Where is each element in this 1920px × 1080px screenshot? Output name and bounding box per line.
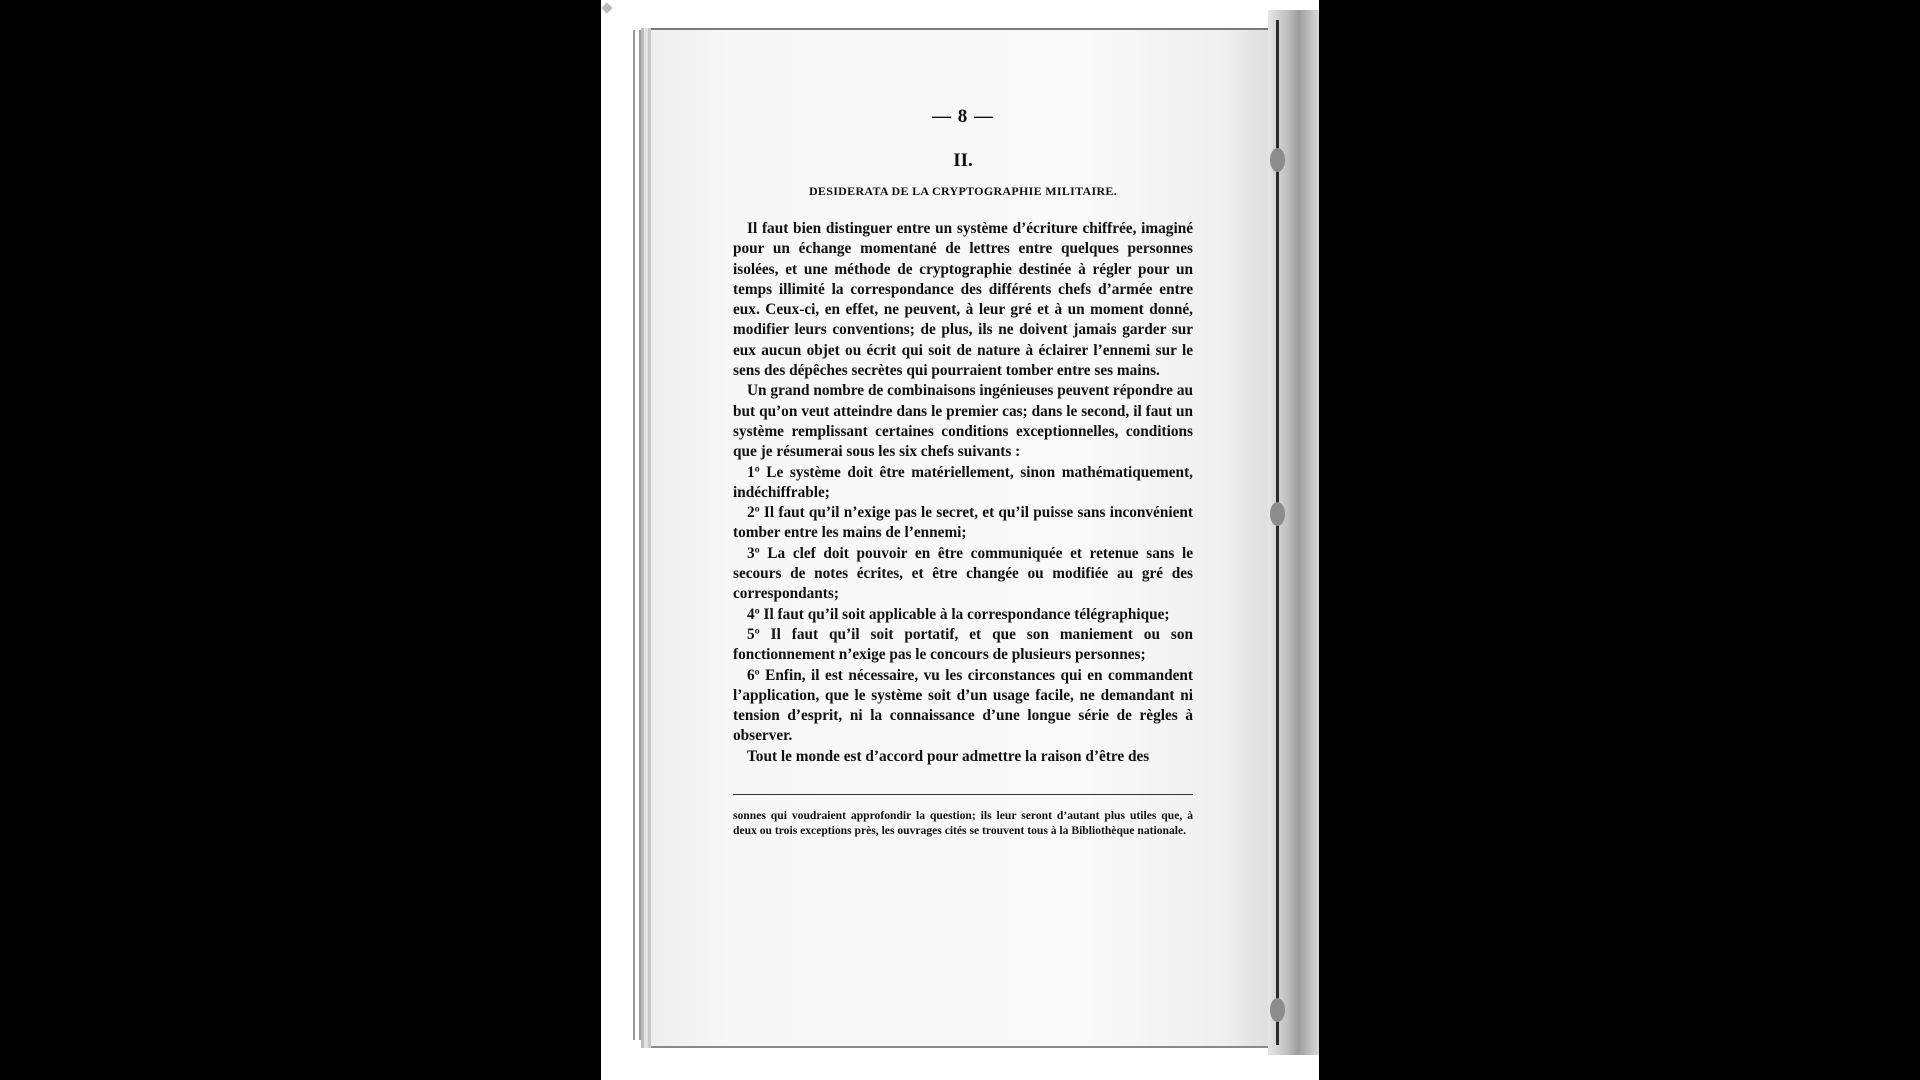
section-number: II. xyxy=(953,150,973,171)
list-item: 3º La clef doit pouvoir en être communiquée et retenue sans le secours de notes écrites, et être changée ou modifiée au gré des correspondants; xyxy=(733,544,1193,603)
list-item: 1º Le système doit être matériellement, sinon mathématiquement, indéchiffrable; xyxy=(733,463,1193,501)
page-text-block xyxy=(733,106,1193,838)
list-item: 6º Enfin, il est nécessaire, vu les circonstances qui en commandent l’application, que le système soit d’un usage facile, ne demandant ni tension d’esprit, ni la connaissance d’une longue série de règles à observer. xyxy=(733,666,1193,745)
binding-tack xyxy=(1270,998,1285,1022)
footnote: sonnes qui voudraient approfondir la question; ils leur seront d’autant plus utiles que, à deux ou trois exceptions près, les ouvrages cités se trouvent tous à la Bibliothèque nationale. xyxy=(733,809,1193,837)
binding-edge xyxy=(1276,20,1279,1045)
section-title: DESIDERATA DE LA CRYPTOGRAPHIE MILITAIRE. xyxy=(808,184,1118,198)
page-stack-edge xyxy=(639,30,641,1040)
binding-tack xyxy=(1270,148,1285,172)
paragraph: Un grand nombre de combinaisons ingénieuses peuvent répondre au but qu’on veut atteindre dans le premier cas; dans le second, il faut un système remplissant certaines conditions exceptionnelles, conditions que je résumerai sous les six chefs suivants : xyxy=(733,382,1193,461)
paragraph: Tout le monde est d’accord pour admettre la raison d’être des xyxy=(747,747,1150,765)
page-stack-edge xyxy=(633,30,635,1040)
binding-tack xyxy=(1270,502,1285,526)
page-number: — 8 — xyxy=(932,106,994,127)
footnote-rule xyxy=(733,794,1193,795)
list-item: 4º Il faut qu’il soit applicable à la correspondance télégraphique; xyxy=(747,605,1170,623)
list-item: 2º Il faut qu’il n’exige pas le secret, et qu’il puisse sans inconvénient tomber entre les mains de l’ennemi; xyxy=(733,504,1193,542)
list-item: 5º Il faut qu’il soit portatif, et que son maniement ou son fonctionnement n’exige pas le concours de plusieurs personnes; xyxy=(733,625,1193,664)
page-stack-edge xyxy=(645,30,647,1040)
paragraph: Il faut bien distinguer entre un système d’écriture chiffrée, imaginé pour un échange momentané de lettres entre quelques personnes isolées, et une méthode de cryptographie destinée à régler pour un temps illimité la correspondance des différents chefs d’armée entre eux. Ceux-ci, en effet, ne peuvent, à leur gré et à un moment donné, modifier leurs conventions; de plus, ils ne doivent jamais garder sur eux aucun objet ou écrit qui soit de nature à éclairer l’ennemi sur le sens des dépêches secrètes qui pourraient tomber entre ses mains. xyxy=(733,220,1193,380)
